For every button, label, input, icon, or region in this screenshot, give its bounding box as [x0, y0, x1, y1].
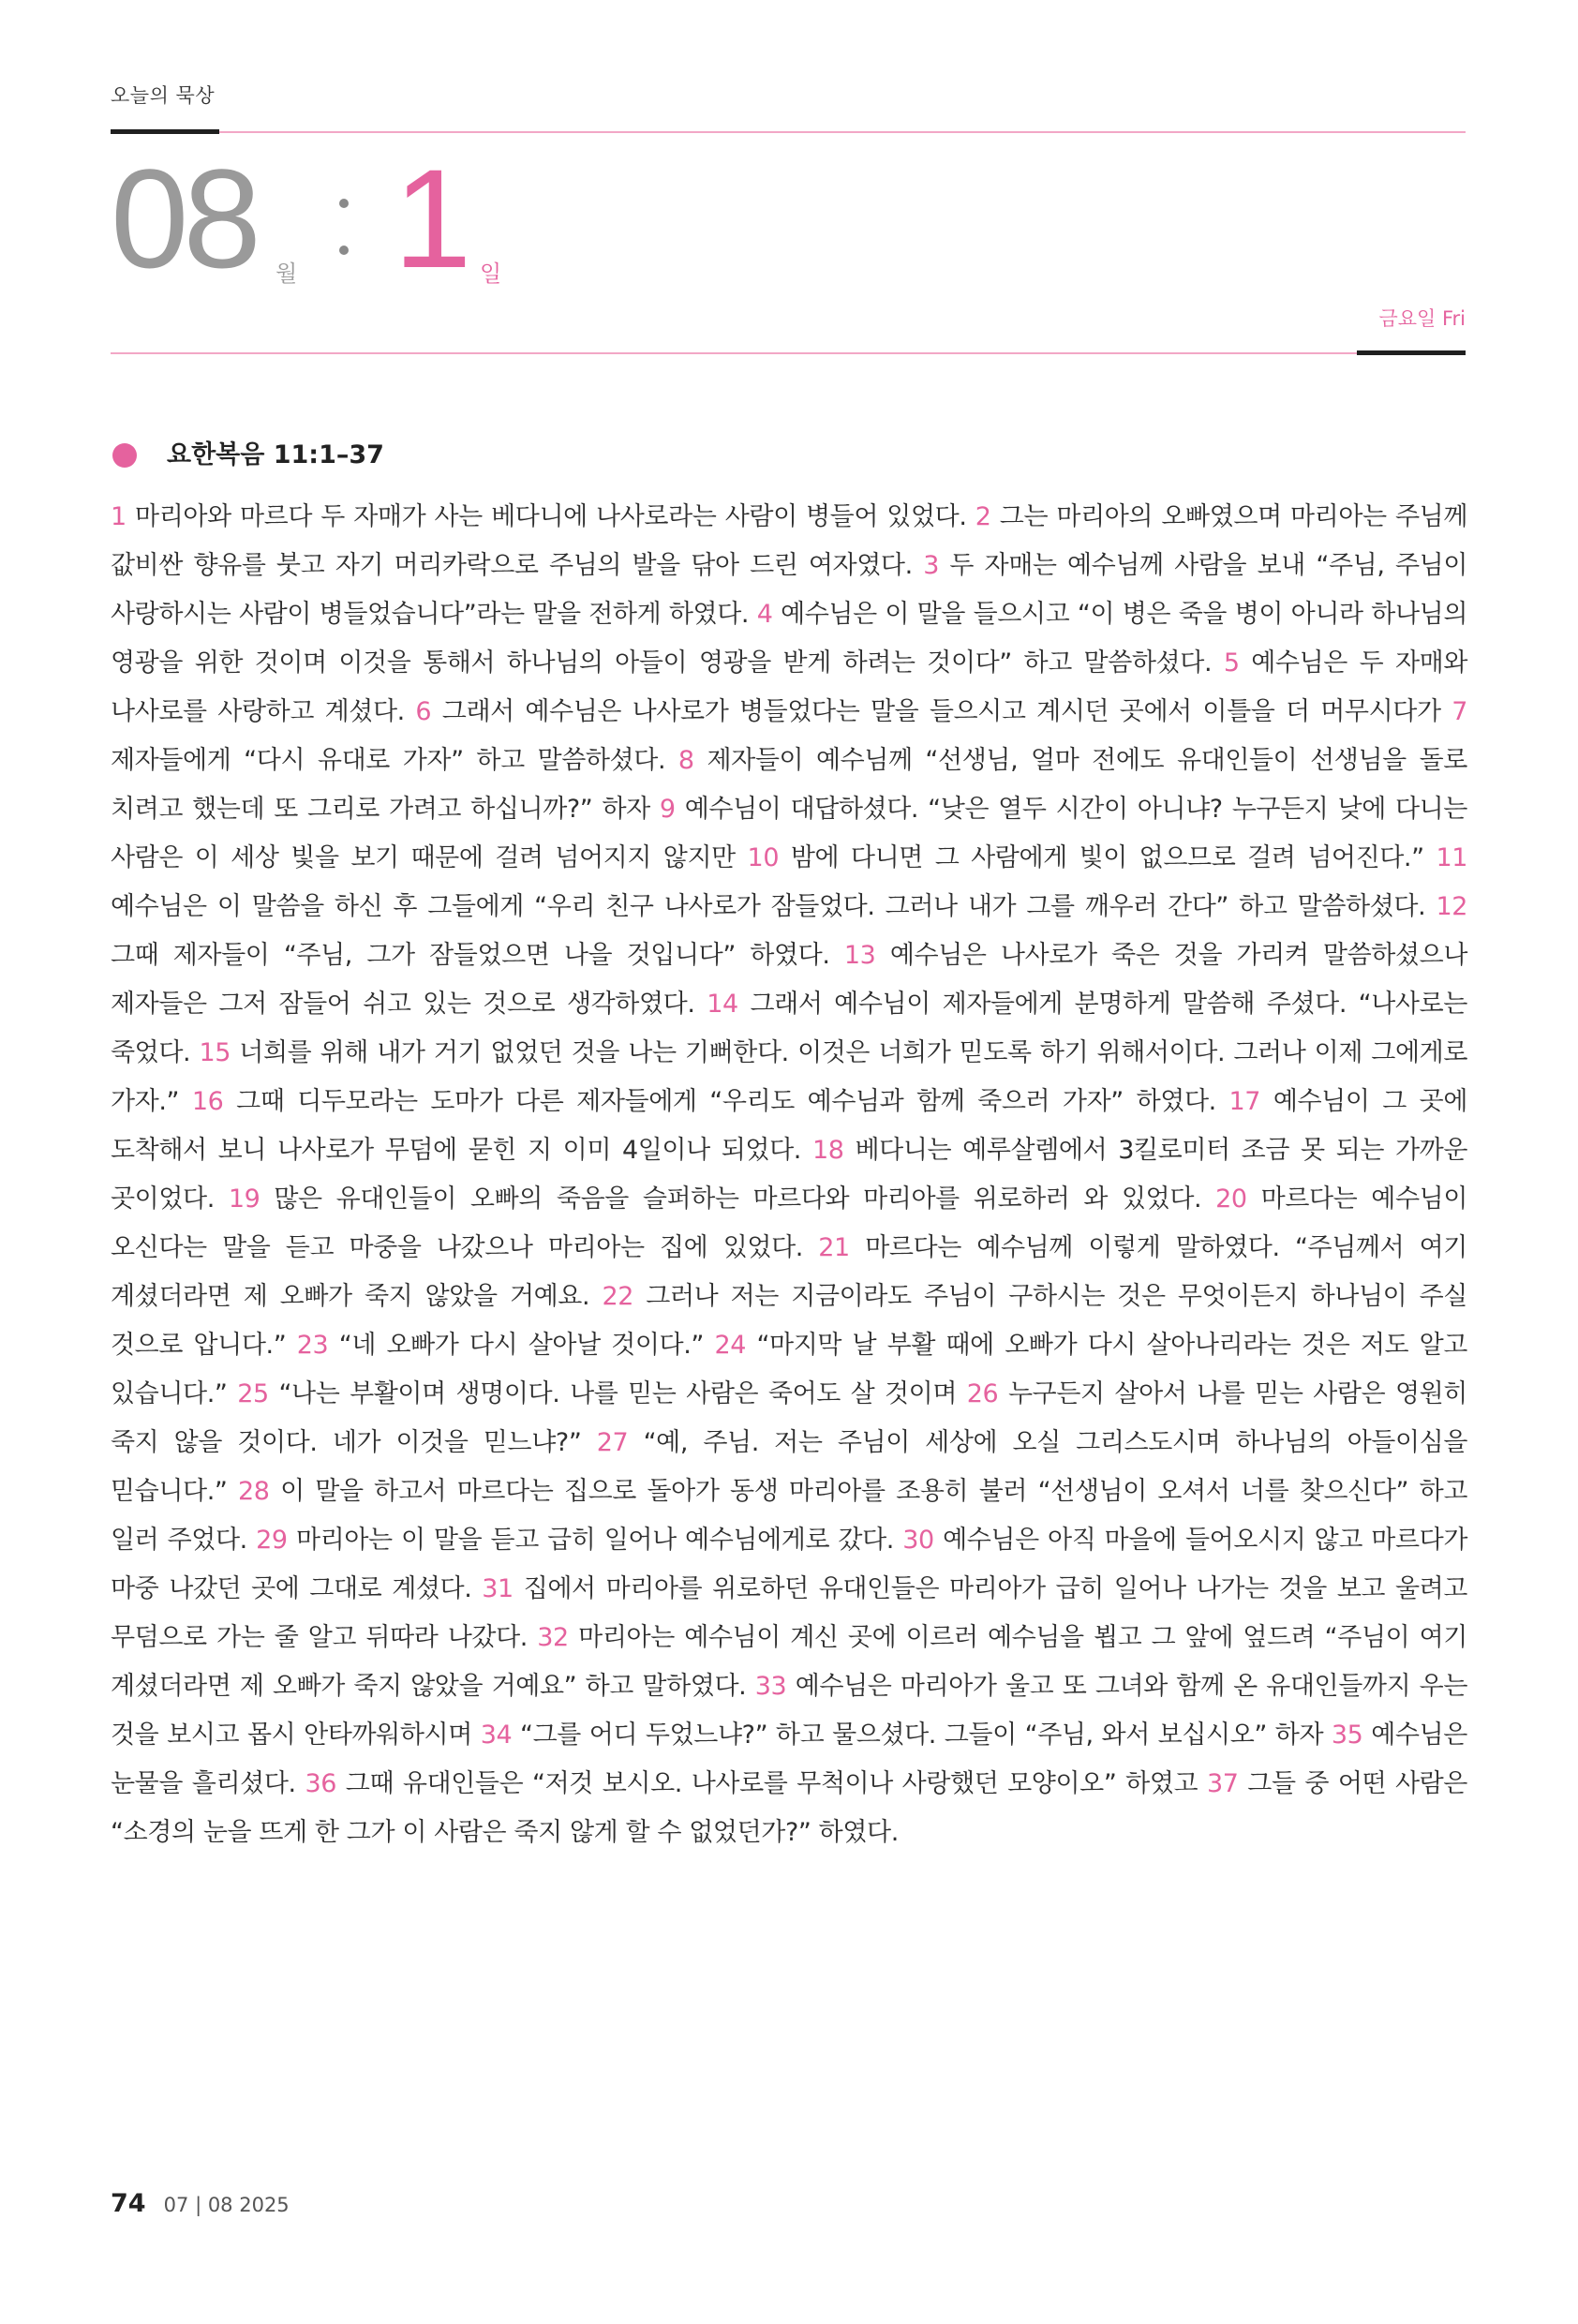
verse-number: 21 — [818, 1233, 850, 1262]
verse-number: 10 — [747, 843, 780, 872]
verse-text: 많은 유대인들이 오빠의 죽음을 슬퍼하는 마르다와 마리아를 위로하러 와 있었다. — [274, 1184, 1202, 1214]
verse-number: 12 — [1436, 892, 1467, 921]
verse-text: 제자들에게 “다시 유대로 가자” 하고 말씀하셨다. — [111, 746, 666, 775]
verse-text: 마리아는 이 말을 듣고 급히 일어나 예수님에게로 갔다. — [295, 1526, 894, 1555]
verse-text: 예수님은 나사로가 죽은 것을 가리켜 말씀하셨으나 제자들은 그저 잠들어 쉬고 있는 것으로 생각하였다. — [111, 941, 1468, 1019]
verse-text: 두 자매는 예수님께 사람을 보내 “주님, 주님이 사랑하시는 사람이 병들었습니다”라는 말을 전하게 하였다. — [111, 551, 1468, 629]
verse-number: 18 — [811, 1136, 844, 1165]
date-colon — [339, 199, 349, 257]
verse-number: 23 — [296, 1331, 329, 1360]
verse-text: 예수님은 두 자매와 나사로를 사랑하고 계셨다. — [111, 648, 1468, 726]
verse-number: 28 — [238, 1477, 270, 1506]
verse-text: “나는 부활이며 생명이다. 나를 믿는 사람은 죽어도 살 것이며 — [278, 1379, 958, 1408]
verse-text: 누구든지 살아서 나를 믿는 사람은 영원히 죽지 않을 것이다. 네가 이것을 믿느냐?” — [111, 1379, 1467, 1457]
verse-text: 예수님이 대답하셨다. “낮은 열두 시간이 아니냐? 누구든지 낮에 다니는 사람은 이 세상 빛을 보기 때문에 걸려 넘어지지 않지만 — [111, 795, 1467, 872]
verse-number: 25 — [237, 1379, 269, 1408]
verse-number: 32 — [537, 1623, 569, 1652]
verse-text: 마리아와 마르다 두 자매가 사는 베다니에 나사로라는 사람이 병들어 있었다. — [135, 502, 967, 531]
verse-number: 9 — [659, 795, 676, 824]
verse-text: “예, 주님. 저는 주님이 세상에 오실 그리스도시며 하나님의 아들이심을 믿습니다.” — [111, 1428, 1467, 1506]
scripture-text — [111, 493, 1467, 1857]
verse-text: 예수님은 마리아가 울고 또 그녀와 함께 온 유대인들까지 우는 것을 보시고 몹시 안타까워하시며 — [111, 1672, 1468, 1750]
verse-number: 37 — [1206, 1769, 1239, 1798]
issue-label: 07 | 08 2025 — [163, 2194, 290, 2216]
verse-text: 그때 유대인들은 “저것 보시오. 나사로를 무척이나 사랑했던 모양이오” 하였고 — [345, 1769, 1198, 1798]
page-footer — [111, 2189, 290, 2223]
day-number: 1 — [394, 140, 472, 297]
verse-text: 제자들이 예수님께 “선생님, 얼마 전에도 유대인들이 선생님을 돌로 치려고 했는데 또 그리로 가려고 하십니까?” 하자 — [111, 746, 1467, 824]
verse-text: 마르다는 예수님이 오신다는 말을 듣고 마중을 나갔으나 마리아는 집에 있었다. — [111, 1184, 1468, 1262]
verse-number: 3 — [923, 551, 939, 580]
verse-number: 33 — [754, 1672, 787, 1701]
verse-number: 2 — [975, 502, 991, 531]
verse-number: 5 — [1223, 648, 1240, 678]
verse-text: 그들 중 어떤 사람은 “소경의 눈을 뜨게 한 그가 이 사람은 죽지 않게 할 수 없었던가?” 하였다. — [111, 1769, 1467, 1847]
verse-text: 그래서 예수님이 제자들에게 분명하게 말씀해 주셨다. “나사로는 죽었다. — [111, 990, 1467, 1067]
verse-text: 이 말을 하고서 마르다는 집으로 돌아가 동생 마리아를 조용히 불러 “선생님이 오셔서 너를 찾으신다” 하고 일러 주었다. — [111, 1477, 1468, 1555]
weekday-label: 금요일 Fri — [1378, 307, 1466, 330]
verse-text: 밤에 다니면 그 사람에게 빛이 없으므로 걸려 넘어진다.” — [790, 843, 1424, 872]
verse-number: 1 — [111, 502, 127, 531]
header-rule-accent — [111, 129, 219, 134]
verse-number: 4 — [756, 600, 773, 629]
date-rule — [111, 352, 1466, 354]
verse-number: 35 — [1331, 1721, 1363, 1750]
verse-text: 그때 디두모라는 도마가 다른 제자들에게 “우리도 예수님과 함께 죽으러 가자” 하였다. — [236, 1087, 1216, 1116]
verse-number: 16 — [191, 1087, 224, 1116]
month-unit: 월 — [275, 261, 298, 287]
bullet-dot-icon — [112, 443, 137, 468]
verse-text: 너희를 위해 내가 거기 없었던 것을 나는 기뻐한다. 이것은 너희가 믿도록 하기 위해서이다. 그러나 이제 그에게로 가자.” — [111, 1038, 1467, 1116]
month-number: 08 — [111, 140, 256, 297]
verse-text: 그때 제자들이 “주님, 그가 잠들었으면 나을 것입니다” 하였다. — [111, 941, 830, 970]
verse-text: 예수님이 그 곳에 도착해서 보니 나사로가 무덤에 묻힌 지 이미 4일이나 되었다. — [111, 1087, 1468, 1165]
verse-text: “그를 어디 두었느냐?” 하고 물으셨다. 그들이 “주님, 와서 보십시오” 하자 — [520, 1721, 1324, 1750]
passage-reference: 요한복음 11:1–37 — [167, 440, 384, 469]
verse-number: 7 — [1451, 697, 1468, 726]
verse-text: 집에서 마리아를 위로하던 유대인들은 마리아가 급히 일어나 나가는 것을 보고 울려고 무덤으로 가는 줄 알고 뒤따라 나갔다. — [111, 1574, 1467, 1652]
verse-number: 19 — [228, 1184, 261, 1214]
verse-text: 예수님은 이 말을 들으시고 “이 병은 죽을 병이 아니라 하나님의 영광을 위한 것이며 이것을 통해서 하나님의 아들이 영광을 받게 하려는 것이다” 하고 말씀하셨다. — [111, 600, 1467, 678]
verse-number: 26 — [966, 1379, 999, 1408]
verse-number: 8 — [677, 746, 694, 775]
date-rule-accent — [1357, 350, 1466, 355]
verse-text: “마지막 날 부활 때에 오빠가 다시 살아나리라는 것은 저도 알고 있습니다.” — [111, 1331, 1467, 1408]
verse-text: “네 오빠가 다시 살아날 것이다.” — [338, 1331, 705, 1360]
verse-text: 그러나 저는 지금이라도 주님이 구하시는 것은 무엇이든지 하나님이 주실 것으로 압니다.” — [111, 1282, 1467, 1360]
verse-number: 14 — [707, 990, 738, 1019]
verse-number: 36 — [305, 1769, 337, 1798]
verse-text: 예수님은 이 말씀을 하신 후 그들에게 “우리 친구 나사로가 잠들었다. 그러나 내가 그를 깨우러 간다” 하고 말씀하셨다. — [111, 892, 1426, 921]
section-label: 오늘의 묵상 — [111, 84, 216, 107]
verse-text: 그래서 예수님은 나사로가 병들었다는 말을 들으시고 계시던 곳에서 이틀을 더 머무시다가 — [441, 697, 1441, 726]
verse-number: 6 — [415, 697, 432, 726]
verse-number: 24 — [714, 1331, 747, 1360]
verse-text: 마리아는 예수님이 계신 곳에 이르러 예수님을 뵙고 그 앞에 엎드려 “주님이 여기 계셨더라면 제 오빠가 죽지 않았을 거예요” 하고 말하였다. — [111, 1623, 1467, 1701]
day-unit: 일 — [480, 261, 502, 287]
verse-number: 11 — [1436, 843, 1467, 872]
verse-number: 17 — [1228, 1087, 1261, 1116]
verse-text: 베다니는 예루살렘에서 3킬로미터 조금 못 되는 가까운 곳이었다. — [111, 1136, 1468, 1214]
page-number: 74 — [111, 2189, 146, 2218]
verse-text: 그는 마리아의 오빠였으며 마리아는 주님께 값비싼 향유를 붓고 자기 머리카락으로 주님의 발을 닦아 드린 여자였다. — [111, 502, 1468, 580]
verse-text: 마르다는 예수님께 이렇게 말하였다. “주님께서 여기 계셨더라면 제 오빠가 죽지 않았을 거예요. — [111, 1233, 1467, 1311]
verse-number: 27 — [596, 1428, 629, 1457]
header-rule — [111, 131, 1466, 133]
verse-text: 예수님은 눈물을 흘리셨다. — [111, 1721, 1467, 1798]
verse-number: 20 — [1215, 1184, 1247, 1214]
verse-number: 13 — [843, 941, 876, 970]
verse-number: 34 — [480, 1721, 513, 1750]
verse-number: 22 — [602, 1282, 634, 1311]
verse-text: 예수님은 아직 마을에 들어오시지 않고 마르다가 마중 나갔던 곳에 그대로 계셨다. — [111, 1526, 1468, 1603]
verse-number: 15 — [199, 1038, 231, 1067]
verse-number: 31 — [482, 1574, 514, 1603]
verse-number: 29 — [256, 1526, 288, 1555]
verse-number: 30 — [902, 1526, 934, 1555]
